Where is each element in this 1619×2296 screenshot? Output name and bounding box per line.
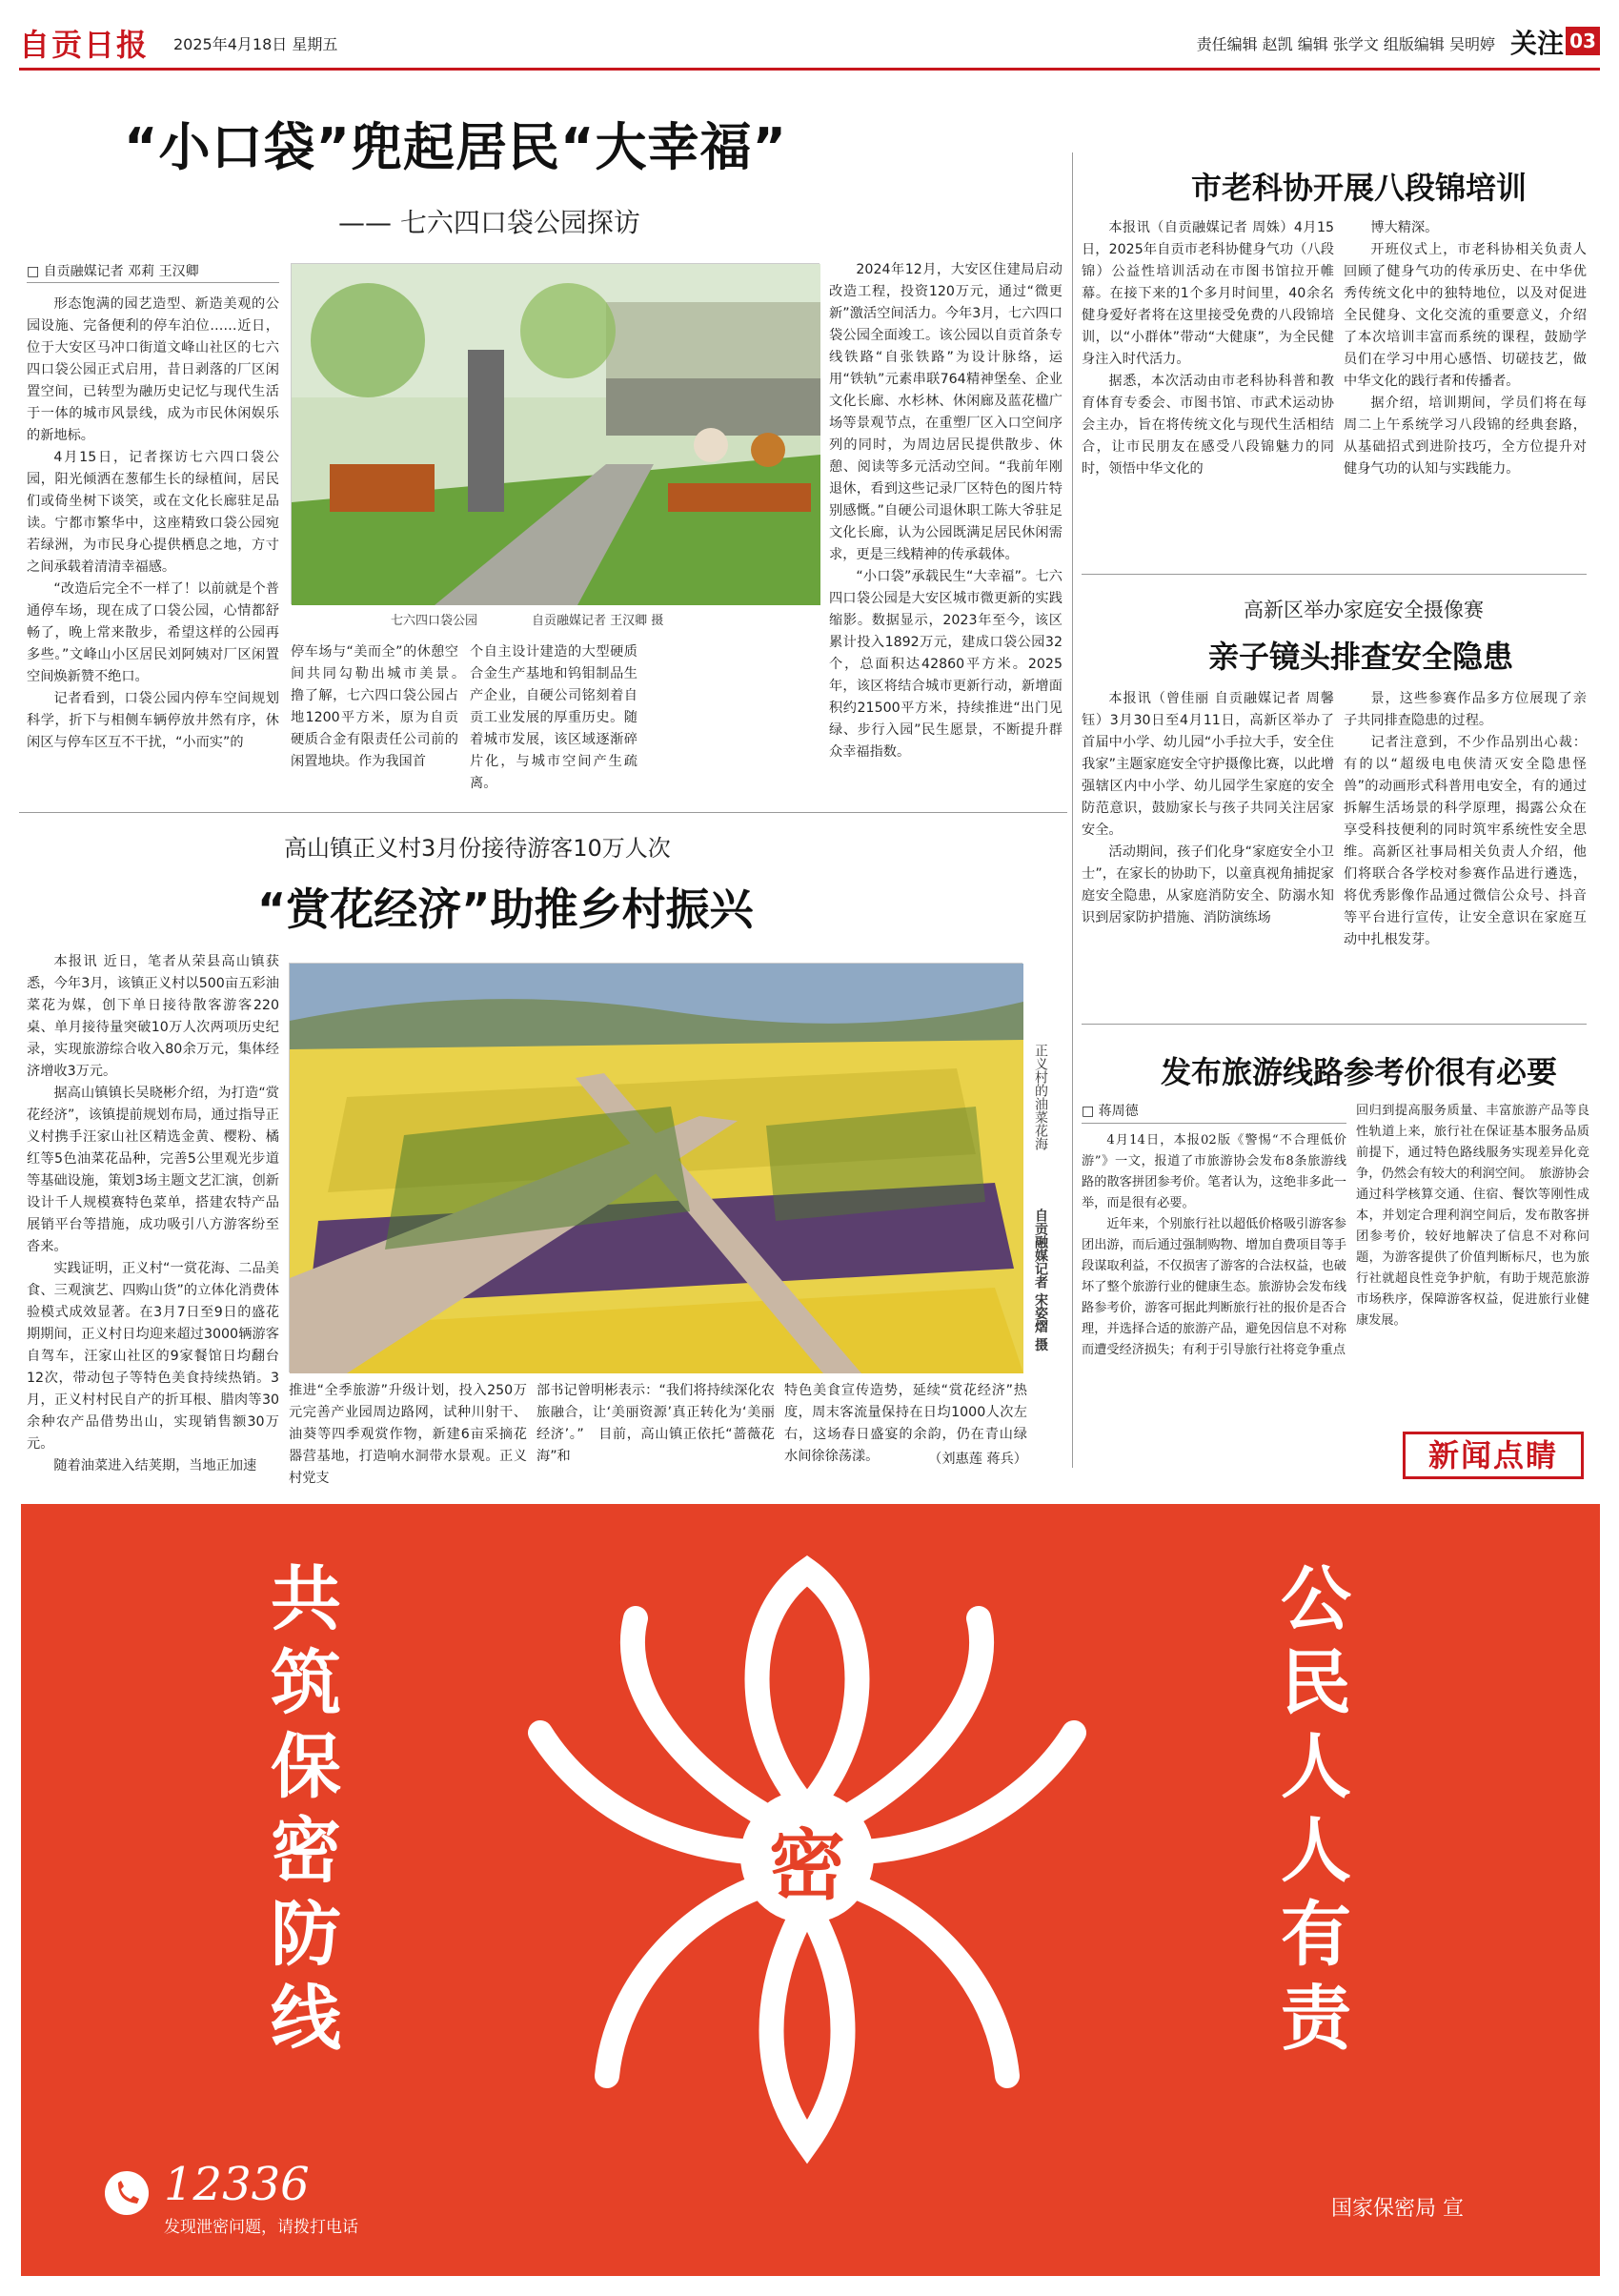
article4-kicker: 高山镇正义村3月份接待游客10万人次: [284, 835, 671, 862]
paragraph: 记者注意到，不少作品别出心裁：有的以“超级电电侠清灭安全隐患怪兽”的动画形式科普用电安全，有的通过拆解生活场景的科学原理，揭露公众在享受科技便利的同时筑牢系统性安全思维。高新区社事局相关负责人介绍，他们将联合各学校对参赛作品进行遴选，将优秀影像作品通过微信公众号、抖音等平台进行宣传，让安全意识在家庭互动中扎根发芽。: [1344, 735, 1587, 947]
paragraph: 形态饱满的园艺造型、新造美观的公园设施、完备便利的停车泊位……近日，位于大安区马冲口街道文峰山社区的七六四口袋公园正式启用，昔日剥落的厂区闲置空间，已转型为融历史记忆与现代生活于一体的城市风景线，成为市民休闲娱乐的新地标。: [27, 296, 279, 443]
park-photo-illustration: [292, 264, 820, 605]
article1-photo: [291, 263, 820, 604]
banner-slogan-right: 公民人人有责: [1269, 1561, 1351, 2064]
article5-headline: 发布旅游线路参考价很有必要: [1161, 1054, 1558, 1090]
paragraph: 活动期间，孩子们化身“家庭安全小卫士”，在家长的协助下，以童真视角捕捉家庭安全隐患，从家庭消防安全、防溺水知识到居家防护措施、消防演练场: [1082, 844, 1334, 925]
article2-col2: [1344, 217, 1587, 551]
paragraph: 开班仪式上，市老科协相关负责人回顾了健身气功的传承历史、在中华优秀传统文化中的独特地位，以及对促进全民健身、文化交流的重要意义，介绍了本次培训丰富而系统的课程，鼓励学员们在学习中用心感悟、切磋技艺，做中华文化的践行者和传播者。: [1344, 242, 1587, 389]
article4-col4: 特色美食宣传造势，延续“赏花经济”热度，周末客流量保持在日均1000人次左右，这场春日盛宴的余韵，仍在青山绿水间徐徐荡漾。: [784, 1383, 1027, 1464]
paragraph: “改造后完全不一样了！以前就是个普通停车场，现在成了口袋公园，心情都舒畅了，晚上常来散步，希望这样的公园再多些。”文峰山小区居民刘阿姨对厂区闲置空间焕新赞不绝口。: [27, 581, 279, 684]
page-number: 03: [1566, 27, 1600, 55]
article5-col2: 回归到提高服务质量、丰富旅游产品等良性轨道上来，旅行社在保证基本服务品质前提下，通过特色路线服务实现差异化竞争，仍然会有较大的利润空间。 旅游协会通过科学核算交通、住宿、餐饮等刚性成本，并划定合理利润空间后，发布散客拼团参考价，较好地解决了信息不对称问题，为游客提供了价值判断标尺，也为旅行社就超良性竞争护航，有助于规范旅游市场秩序，保障游客权益，促进旅行业健康发展。: [1356, 1104, 1589, 1328]
article1-headline: “小口袋”兜起居民“大幸福”: [124, 117, 787, 177]
article1-col1: [27, 294, 279, 791]
paragraph: 据介绍，培训期间，学员们将在每周二上午系统学习八段锦的经典套路，从基础招式到进阶技巧，全方位提升对健身气功的认知与实践能力。: [1344, 396, 1587, 477]
photo-credit-vertical: 自贡融媒记者 宋姿熠 摄: [1033, 1209, 1048, 1351]
paragraph: 记者看到，口袋公园内停车空间规划科学，折下与相侧车辆停放井然有序，休闲区与停车区互不干扰，“小而实”的: [27, 691, 279, 750]
photo-caption: 七六四口袋公园: [391, 614, 478, 628]
article1-byline: □ 自贡融媒记者 邓莉 王汉卿: [27, 264, 199, 279]
paragraph: 博大精深。: [1370, 220, 1439, 235]
article1-subtitle: —— 七六四口袋公园探访: [338, 207, 640, 238]
divider: [1082, 1123, 1346, 1124]
paragraph: 近年来，个别旅行社以超低价格吸引游客参团出游，而后通过强制购物、增加自费项目等手段谋取利益，不仅损害了游客的合法权益，也破坏了整个旅游行业的健康生态。旅游协会发布线路参考价，游客可据此判断旅行社的报价是否合理，并选择合适的旅游产品，避免因信息不对称而遭受经济损失；有利于引导旅行社将竞争重点: [1082, 1217, 1346, 1357]
divider: [19, 812, 1067, 813]
article2-headline: 市老科协开展八段锦培训: [1191, 170, 1528, 206]
paragraph: 2024年12月，大安区住建局启动改造工程，投资120万元，通过“微更新”激活空间活力。今年3月，七六四口袋公园全面竣工。该公园以自贡首条专线铁路“自张铁路”为设计脉络，运用“铁轨”元素串联764精神堡垒、企业文化长廊、水杉林、休闲廊及蓝花楹广场等景观节点，在重塑厂区入口空间序列的同时，为周边居民提供散步、休憩、阅读等多元活动空间。“我前年刚退休，看到这些记录厂区特色的图片特别感慨。”自硬公司退休职工陈大爷驻足文化长廊，认为公园既满足居民休闲需求，更是三线精神的传承载体。: [829, 262, 1062, 562]
paragraph: 随着油菜进入结荚期，当地正加速: [53, 1458, 257, 1473]
paragraph: 据悉，本次活动由市老科协科普和教育体育专委会、市图书馆、市武术运动协会主办，旨在将传统文化与现代生活相结合，让市民朋友在感受八段锦魅力的同时，领悟中华文化的: [1082, 374, 1334, 477]
paragraph: 本报讯（自贡融媒记者 周姝）4月15日，2025年自贡市老科协健身气功（八段锦）公益性培训活动在市图书馆拉开帷幕。在接下来的1个多月时间里，40余名健身爱好者将在这里接受免费的八段锦培训，以“小群体”带动“大健康”，为全民健身注入时代活力。: [1082, 220, 1334, 367]
phone-icon: [105, 2171, 149, 2215]
paragraph: 实践证明，正义村“一赏花海、二品美食、三观演艺、四购山货”的立体化消费体验模式成效显著。在3月7日至9日的盛花期期间，正义村日均迎来超过3000辆游客自驾车，汪家山社区的9家餐馆日均翻台12次，带动包子等特色美食持续热销。3月，正义村村民自产的折耳根、腊肉等30余种农产品借势出山，实现销售额30万元。: [27, 1261, 279, 1452]
article4-photo: [289, 963, 1022, 1372]
article1-col3: 个自主设计建造的大型硬质合金生产基地和钨钼制品生产企业，自硬公司铭刻着自贡工业发展的厚重历史。随着城市发展，该区域逐渐碎片化，与城市空间产生疏离。: [470, 644, 637, 791]
divider: [1082, 1024, 1587, 1025]
article1-col2: 停车场与“美而全”的休憩空间共同勾勒出城市美景。 撸了解，七六四口袋公园占地1200平方米，原为自贡硬质合金有限责任公司前的闲置地块。作为我国首: [291, 644, 473, 769]
paragraph: 景，这些参赛作品多方位展现了亲子共同排查隐患的过程。: [1344, 691, 1587, 728]
article5-byline: □ 蒋周德: [1082, 1104, 1139, 1119]
article3-col1: [1082, 688, 1334, 1005]
article4-col1: [27, 951, 279, 1471]
banner-org: 国家保密局 宣: [1331, 2197, 1464, 2221]
news-highlight-stamp: 新闻点睛: [1403, 1432, 1584, 1479]
section-name: 关注: [1509, 28, 1564, 59]
newspaper-logo: 自贡日报: [19, 27, 150, 63]
article3-headline: 亲子镜头排查安全隐患: [1208, 639, 1514, 675]
hotline-note: 发现泄密问题，请拨打电话: [164, 2218, 358, 2237]
article3-kicker: 高新区举办家庭安全摄像赛: [1244, 599, 1484, 621]
hotline-number: 12336: [164, 2158, 310, 2211]
article4-col2: 推进“全季旅游”升级计划，投入250万元完善产业园周边路网，试种川射干、油葵等四季观赏作物，新建6亩采摘花器营基地，打造响水洞带水景观。正义村党支: [289, 1383, 527, 1486]
paragraph: 4月14日，本报02版《警惕“不合理低价游”》一文，报道了市旅游协会发布8条旅游线路的散客拼团参考价。笔者认为，这绝非多此一举，而是很有必要。: [1082, 1133, 1346, 1210]
article4-col3: 部书记曾明彬表示：“我们将持续深化农旅融合，让‘美丽资源’真正转化为‘美丽经济’。” 目前，高山镇正依托“蔷薇花海”和: [536, 1383, 775, 1464]
article5-col1: [1082, 1130, 1346, 1469]
security-banner: [21, 1504, 1600, 2276]
banner-slogan-left: 共筑保密防线: [259, 1561, 341, 2064]
article2-col1: [1082, 217, 1334, 551]
photo-credit: 自贡融媒记者 王汉卿 摄: [532, 614, 664, 628]
masthead: [19, 21, 1600, 71]
photo-caption-vertical: 正义村的油菜花海: [1033, 1044, 1048, 1150]
paragraph: 4月15日，记者探访七六四口袋公园，阳光倾洒在葱郁生长的绿植间，居民们或倚坐树下谈笑，或在文化长廊驻足品读。宁都市繁华中，这座精致口袋公园宛若绿洲，为市民身心提供栖息之地，方寸之间承载着清清幸福感。: [27, 450, 279, 575]
editor-credits: 责任编辑 赵凯 编辑 张学文 组版编辑 吴明婷: [1196, 35, 1495, 53]
article4-credit: （刘惠莲 蒋兵）: [928, 1452, 1027, 1467]
flower-field-illustration: [290, 964, 1023, 1373]
paragraph: 本报讯（曾佳丽 自贡融媒记者 周馨钰）3月30日至4月11日，高新区举办了首届中小学、幼儿园“小手拉大手，安全住我家”主题家庭安全守护摄像比赛，以此增强辖区内中小学、幼儿园学生家庭的安全防范意识，鼓励家长与孩子共同关注居家安全。: [1082, 691, 1334, 838]
article3-col2: [1344, 688, 1587, 1005]
divider: [1082, 574, 1587, 575]
issue-date: 2025年4月18日 星期五: [173, 35, 338, 53]
article4-headline: “赏花经济”助推乡村振兴: [257, 884, 754, 935]
paragraph: “小口袋”承载民生“大幸福”。七六四口袋公园是大安区城市微更新的实践缩影。数据显示，2023年至今，该区累计投入1892万元，建成口袋公园32个，总面积达42860平方米。2025年，该区将结合城市更新行动，新增面积约21500平方米，持续推进“出门见绿、步行入园”民生愿景，不断提升群众幸福指数。: [829, 569, 1062, 760]
paragraph: 据高山镇镇长吴晓彬介绍，为打造“赏花经济”，该镇提前规划布局，通过指导正义村携手汪家山社区精选金黄、樱粉、橘红等5色油菜花品种，完善5公里观光步道等基础设施，策划3场主题文艺汇演，创新设计千人规模赛特色菜单，搭建农特产品展销平台等措施，成功吸引八方游客纷至沓来。: [27, 1086, 279, 1254]
column-divider: [1072, 152, 1073, 1468]
emblem-character: 密: [769, 1821, 845, 1910]
divider: [27, 282, 279, 283]
paragraph: 本报讯 近日，笔者从荣县高山镇获悉，今年3月，该镇正义村以500亩五彩油菜花为媒，创下单日接待散客游客220桌、单月接待量突破10万人次两项历史纪录，实现旅游综合收入80余万元，集体经济增收3万元。: [27, 954, 279, 1079]
article1-col4: [829, 259, 1062, 793]
